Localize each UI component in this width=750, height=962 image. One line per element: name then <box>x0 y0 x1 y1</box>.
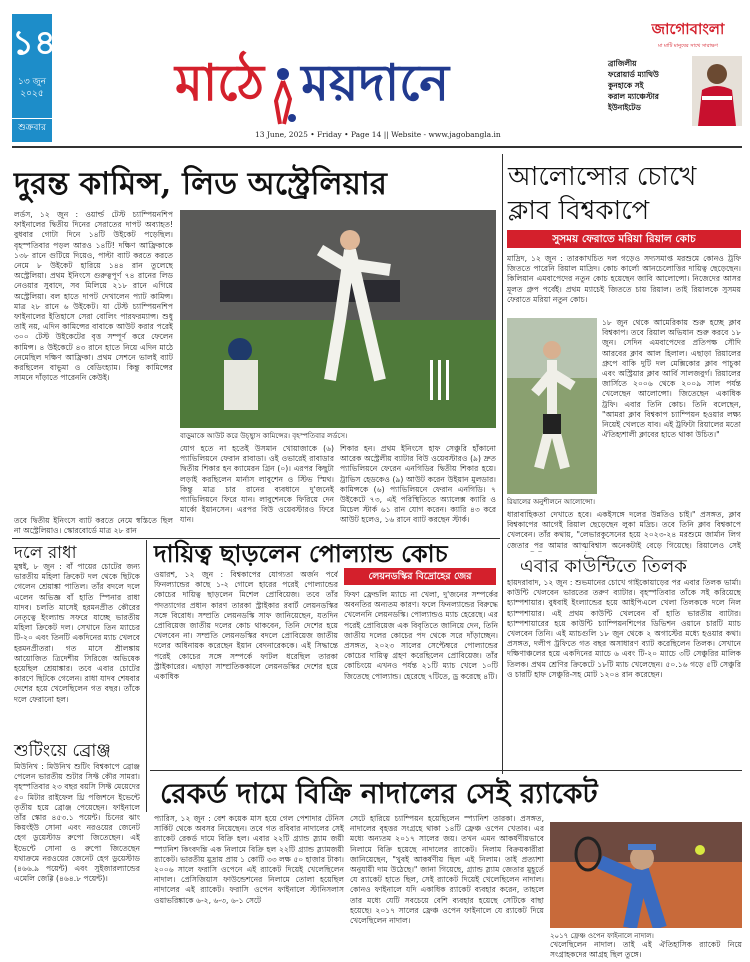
football-col-bottom: ধারাবাহিকতা দেখাতে হবে। একইসঙ্গে দলের উন্নতিও চাই।" প্রসঙ্গত, ক্লাব বিশ্বকাপের আগেই রিয়াল ছেড়েছেন লুকা মদ্রিচ। তবে তিনি ক্লাব বিশ্বকাপে খেলবেন। তাঁর কথায়, "লেভারকুসেনের হয়ে ২০২৩-২৪ মরশুমে জার্মান লিগ জেতার পর আমার আত্মবিশ্বাস অনেকটাই বেড়ে গিয়েছে। রিয়ালেও সেই <box>507 510 741 550</box>
promo-player-photo <box>692 56 742 126</box>
promo-line: ইউনাইটেড <box>608 103 641 112</box>
cricket-headline: দুরন্ত কামিন্স, লিড অস্ট্রেলিয়ার <box>14 166 387 202</box>
football-headline-line1: আলোন্সোর চোখে <box>508 162 697 192</box>
promo-line: ফরোয়ার্ড ম্যাথিউ <box>608 70 659 79</box>
poland-col1: ওয়ারশ, ১২ জুন : বিশ্বকাপের যোগ্যতা অর্জন পর্বে ফিনল্যান্ডের কাছে ১-২ গোলে হারের পরেই পোল্যান্ডের কোচের দায়িত্ব ছাড়লেন মিশেল প্রোবিয়েজ। তবে তাঁর পদত্যাগের প্রধান কারণ তারকা স্ট্রাইকার রবার্ট লেয়নডস্কির সঙ্গে বিরোধ। সম্প্রতি লেয়নডস্কি সাফ জানিয়েছেন, যতদিন প্রোবিয়েজ জাতীয় দলের কোচ থাকবেন, তিনি দেশের হয়ে খেলবেন না। সম্প্রতি লেয়নডস্কির বদলে প্রোবিয়েজ জাতীয় দলের অধিনায়ক করেছেন ইয়ান বেদনারেককে। এই সিদ্ধান্তে পরেই কোচের সঙ্গে সম্পর্কে ফাটল ধরেছিল তারকা স্ট্রাইকারের। এছাড়া সাম্প্রতিককালে লেয়নডস্কির দেশের হয়ে একাধিক <box>154 570 338 682</box>
cricket-photo <box>180 210 496 428</box>
nadal-col3-bottom: খেলেছিলেন নাদাল। তাই এই ঐতিহাসিক র‍্যাকেট নিয়ে সংগ্রাহকদের আগ্রহ ছিল তুঙ্গে। <box>550 940 742 960</box>
brand-name: জাগোবাংলা <box>651 20 725 38</box>
nadal-photo-caption: ২০১৭ ফ্রেঞ্চ ওপেন ফাইনালে নাদাল। <box>550 932 654 940</box>
brand-logo <box>636 18 740 51</box>
promo-box <box>608 56 744 140</box>
nadal-col2: সেটে হারিয়ে চ্যাম্পিয়ন হয়েছিলেন স্প্যানিশ তারকা। প্রসঙ্গত, নাদালের বৃহত্তর সংগ্রহে থাকা ১৪টি ফ্রেঞ্চ ওপেন খেতাব। এর মধ্যে অন্যতম ২০১৭ সালের জয়। তখন এমন আকর্ষণীয়ভাবে নিলামে বিক্রি হয়েছে নাদালের র‍্যাকেট। নিলাম বিক্রয়কারীরা জানিয়েছেন, "খুবই আকর্ষণীয় ছিল এই নিলাম। তাই প্রত্যাশা অনুযায়ী দাম উঠেছে।" জানা গিয়েছে, গ্র্যান্ড স্ল্যাম জেতার মুহূর্তে যে র‍্যাকেট হাতে ছিল, সেই র‍্যাকেট দিয়েই খেলেছিলেন নাদাল। কোনও ফাইনালে যদি একাধিক র‍্যাকেট ব্যবহার করেন, তাহলে তার মধ্যে যেটি সবচেয়ে বেশি ব্যবহার হয়েছে সেটিকে বাছা হয়েছে। ২০১৭ সালের ফ্রেঞ্চ ওপেন ফাইনালে যে র‍্যাকেট দিয়ে খেলেছিলেন নাদাল। <box>350 814 544 926</box>
masthead-divider <box>12 146 742 148</box>
date-day: ১৩ জুন <box>18 77 46 87</box>
football-photo <box>507 318 597 494</box>
date-year: ২০২৫ <box>20 89 44 99</box>
football-photo-caption: রিয়ালের অনুশীলনে আলোন্সো। <box>507 498 596 506</box>
masthead-title <box>175 38 535 128</box>
brand-tagline: মা মাটি মানুষের সাথে সারাক্ষণ <box>658 43 718 49</box>
promo-line: কুনহাকে সই <box>608 81 644 90</box>
dole-headline: দলে রাধা <box>14 543 77 563</box>
county-headline: এবার কাউন্টিতে তিলক <box>520 556 687 577</box>
column-divider <box>502 154 503 774</box>
promo-line: ব্রাজিলীয় <box>608 59 637 68</box>
poland-headline: দায়িত্ব ছাড়লেন পোল্যান্ড কোচ <box>154 539 448 568</box>
football-kicker: সুসময় ফেরাতে মরিয়া রিয়াল কোচ <box>507 230 741 248</box>
nadal-photo <box>550 822 742 928</box>
poland-col2: ফিফা ফ্রেন্ডলি ম্যাচে না খেলা, দু'জনের সম্পর্কের অবনতির অন্যতম কারণ। ফলে ফিনল্যান্ডের বিরুদ্ধে খেলেননি লেয়নডস্কি। পোল্যান্ডও ম্যাচ হেরেছে। এর পরেই প্রোবিয়েজ এক বিবৃতিতে জানিয়ে দেন, তিনি জাতীয় দলের কোচের পদ থেকে সরে দাঁড়াচ্ছেন। প্রসঙ্গত, ২০২৩ সালের সেপ্টেম্বরে পোল্যান্ডের কোচের দায়িত্ব গ্রহণ করেছিলেন প্রোবিয়েজ। তাঁর কোচিংয়ে এখনও পর্যন্ত ২১টি ম্যাচ খেলে ১০টি জিতেছে পোল্যান্ড। হেরেছে ৭টিতে, ড্র করেছে ৪টি। <box>344 590 498 681</box>
football-player-icon <box>270 66 296 126</box>
promo-text <box>608 58 678 113</box>
cricket-col2: যোগ হতে না হতেই উসমান খোয়াজাকে (৬) প্যাভিলিয়নে ফেরান রাবাডা। ওই ওভারেই রাবাডার দ্বিতীয় শিকার হন ক্যামেরন গ্রিন (০)। এরপর কিছুটা লড়াই করছিলেন মার্নাস লাবুশেন ও স্টিভ স্মিথ। কিন্তু মাত্র চার রানের ব্যবধানে দু'জনেই প্যাভিলিয়নে ফিরে যান। লাবুশেনকে ফিরিয়ে দেন মার্কো ইয়ানসেন। এরপর বিউ ওয়েবস্টারও ফিরে যান। <box>180 444 334 525</box>
masthead-subline: 13 June, 2025 • Friday • Page 14 || Website - www.jagobangla.in <box>255 130 501 139</box>
football-col-top: মাদ্রিদ, ১২ জুন : তারকাখচিত দল গড়েও সদ্যসমাপ্ত মরশুমে কোনও ট্রফি জিততে পারেনি রিয়াল মাদ্রিদ। কোচ কার্লো আনচেলোত্তির দায়িত্ব ছেড়েছেন। কিলিয়ান এমবাপেদের নতুন কোচ হয়েছেন জাবি আলোন্সো। নিজেদের আসর মূলত গ্রুপ পর্বেই। প্রথম ম্যাচেই জিততে চায় রিয়াল। তাই রিয়ালকে সুসময় ফেরাতে মরিয়া নতুন কোচ। <box>507 254 741 304</box>
nadal-headline: রেকর্ড দামে বিক্রি নাদালের সেই র‍্যাকেট <box>160 777 598 810</box>
dole-body: মুম্বই, ৮ জুন : বাঁ পায়ের চোটের জন্য ভারতীয় মহিলা ক্রিকেট দল থেকে ছিটকে গেলেন শ্রেয়াঙ্কা পাতিল। তাঁর বদলে দলে এলেন অভিজ্ঞ বাঁ হাতি স্পিনার রাধা যাদব। চলতি মাসেই হরমনপ্রীত কৌরের নেতৃত্বে ইংল্যান্ড সফরে যাচ্ছে ভারতীয় মহিলা ক্রিকেট দল। সেখানে তিন ম্যাচের টি-২০ এবং তিনটি একদিনের ম্যাচ খেলবে হরমনপ্রীতরা। গত মাসে শ্রীলঙ্কায় আয়োজিত ত্রিদেশীয় সিরিজে অভিষেক হয়েছিল শ্রেয়াঙ্কার। তবে এবার চোটের কারণে ছিটকে গেলেন। রাধা যাদব শেষবার দেশের হয়ে খেলেছিলেন গত বছর। তাঁকে দলে ফেরানো হল। <box>14 562 140 704</box>
cricket-col1-bottom: তবে দ্বিতীয় ইনিংসে ব্যাট করতে নেমে স্বস্তিতে ছিল না অস্ট্রেলিয়াও। স্কোরবোর্ডে মাত্র ২৮ রান <box>14 516 173 536</box>
shooting-body: মিউনিখ : মিউনিখ শুটিং বিশ্বকাপে ব্রোঞ্জ পেলেন ভারতীয় শুটার সিফ্ট কৌর সামরা। বৃহস্পতিবার ২৩ বছর বয়সি সিফ্ট মেয়েদের ৫০ মিটার রাইফেল থ্রি পজিশনে ইভেন্টে তৃতীয় হয়ে ব্রোঞ্জ পেয়েছেন। ফাইনালে তাঁর স্কোর ৪৫৩.১ পয়েন্ট। চিনের ঝাং কিয়ংইউ সোনা এবং নরওয়ের জেনেট হেগ ডুয়েস্টাড রুপো জিতেছেন। এই ইভেন্টে সোনা ও রুপো জিতেছেন যথাক্রমে নরওয়ের জেনেট হেগ ডুয়েস্টাড (৪৬৬.৯ পয়েন্ট) এবং সুইজারল্যান্ডের এমেলি জেগ্গি (৪৬৪.৮ পয়েন্ট)। <box>14 762 140 884</box>
county-body: হায়দরাবাদ, ১২ জুন : শুভমানের চোখে গাইকোয়াড়ের পর এবার তিলক ভার্মা। কাউন্টি খেলবেন ভারতের তরুণ ব্যাটার। বৃহস্পতিবার তাঁকে সই করিয়েছে হ্যাম্পশায়ার। বুধবাই ইংল্যান্ডের হয়ে আইপিএলে খেলা তিলককে দলে নিল হ্যাম্পশায়ার। এই প্রথম কাউন্টি খেলবেন বাঁ হাতি ভারতীয় ব্যাটার। হ্যাম্পশায়ারের হয়ে কাউন্টি চ্যাম্পিয়নশিপের ডিভিশন ওয়ানে চারটি ম্যাচ খেলবেন তিনি। এই ম্যাচগুলি ১৮ জুন থেকে ২ অগাস্টের মধ্যে হওয়ার কথা। প্রসঙ্গত, দলীপ ট্রফিতে গত বছর অসাধারণ ব্যাট করেছিলেন তিলক। সেখানে দক্ষিণাঞ্চলের হয়ে একদিনের ম্যাচে ৬ এবং টি-২০ ম্যাচে ৩টি সেঞ্চুরির মালিক তিলক। প্রথম শ্রেণির ক্রিকেটে ১৮টি ম্যাচ খেলেছেন। ৫০.১৬ গড়ে ৫টি সেঞ্চুরি ও চারটি হাফ সেঞ্চুরি-সহ মোট ১২০৪ রান করেছেন। <box>507 578 741 679</box>
page-number: ১৪ <box>12 23 57 63</box>
poland-kicker: লেয়নডস্কির বিদ্রোহের জের <box>344 568 496 585</box>
football-headline-line2: ক্লাব বিশ্বকাপে <box>508 196 650 226</box>
cricket-col1: লর্ডস, ১২ জুন : ওয়ার্ল্ড টেস্ট চ্যাম্পিয়নশিপ ফাইনালের দ্বিতীয় দিনের সেরাতের দাপট অব্যাহত! বুধবার গোটা দিনে ১৪টি উইকেট পড়েছিল। বৃহস্পতিবার পড়ল আরও ১৪টি! দক্ষিণ আফ্রিকাকে ১৩৮ রানে গুটিয়ে দিয়েও, পাল্টা ব্যাট করতে করতে নেমে ৮ উইকেট হারিয়ে ১৪৪ রান তুলেছে অস্ট্রেলিয়া। প্রথম ইনিংসে গুরুত্বপূর্ণ ৭৪ রানের লিড নেওয়ার সুবাদে, সব মিলিয়ে ২১৮ রানে এগিয়ে অস্ট্রেলিয়া। বল হাতে দাপট দেখালেন প্যাট কামিন্স। মাত্র ২৮ রানে ৬ উইকেট। যা টেস্ট চ্যাম্পিয়নশিপ ফাইনালের ইতিহাসে সেরা বোলিং পারফরম্যান্স। শুধু তাই নয়, এদিন কামিন্সের বাবাকে আউট করার পরেই ৩০০ টেস্ট উইকেটের বৃত্ত সম্পূর্ণ করে ফেলেন কামিন্স। ৪ উইকেটে ৪৩ রানে হাতে নিয়ে এদিন মাঠে নেমেছিল দক্ষিণ আফ্রিকা। প্রথম সেশনে ভালই ব্যাট করছিলেন বাভুমা ও বেডিংহ্যাম। কিন্তু কামিন্সের সামনে দাঁড়াতে পারেননি কেউই। <box>14 210 173 383</box>
shooting-headline: শুটিংয়ে ব্রোঞ্জ <box>14 741 111 761</box>
cricket-photo-caption: বাড়ুমাকে আউট করে উচ্ছ্বাস কামিন্সের। বৃহস্পতিবার লর্ডসে। <box>180 432 348 440</box>
weekday: শুক্রবার <box>12 118 52 135</box>
page-number-box <box>12 14 57 142</box>
masthead-title-part1: মাঠে <box>175 53 265 112</box>
nadal-col1: প্যারিস, ১২ জুন : বেশ কয়েক মাস হয়ে গেল পেশাদার টেনিস সার্কিট থেকে অবসর নিয়েছেন। তবে গত রবিবার নাদালের সেই র‍্যাকেট রেকর্ড দামে বিক্রি হল। এবার ২২টি গ্র্যান্ড স্ল্যাম জয়ী স্প্যানিশ কিংবদন্তি এক নিলামে বিক্রি হল ২২টি গ্র্যান্ড স্ল্যামজয়ী র‍্যাকেট। ভারতীয় মুদ্রায় প্রায় ১ কোটি ৩৩ লক্ষ ৫০ হাজার টাকা। ২০০৬ সালে ফরাসি ওপেনে এই র‍্যাকেট দিয়েই খেলেছিলেন নাদাল। প্রেসিজিয়াস ফাউন্ডেশনের নিলামে তোলা হয়েছিল নাদালের এই র‍্যাকেট। ফরাসি ওপেন ফাইনালে স্টানিসলাস ওয়াভরিঙ্কাকে ৬-২, ৬-৩, ৬-১ সেটে <box>154 814 344 905</box>
football-col-right: ১৮ জুন থেকে আমেরিকায় শুরু হচ্ছে ক্লাব বিশ্বকাপ। তবে রিয়াল অভিযান শুরু করবে ১৮ জুন। সেদিন এমবাপেদের প্রতিপক্ষ সৌদি আরবের ক্লাব আল হিলাল। এছাড়া রিয়ালের গ্রুপে বাকি দুটি দল মেক্সিকোর ক্লাব পাচুকা এবং অস্ট্রিয়ার ক্লাব আর্বি সালজবুর্গ। রিয়ালের জার্সিতে ২০০৬ থেকে ২০০৯ সাল পর্যন্ত খেলেছেন আলোন্সো। জিতেছেন একাধিক ট্রফি। এবার তিনি কোচ। তিনি বলেছেন, "আমরা ক্লাব বিশ্বকাপ চ্যাম্পিয়ন হওয়ার লক্ষ্য নিয়েই খেলতে যাব। এই ট্রফিটা রিয়ালের মতো ঐতিহ্যশালী ক্লাবের হাতে থাকা উচিত।" <box>602 318 741 440</box>
cricket-col3: শিকার হন। প্রথম ইনিংসে হাফ সেঞ্চুরি হাঁকানো আরেক অস্ট্রেলীয় ব্যাটার বিউ ওয়েবস্টারও (৯) দ্রুত প্যাভিলিয়নে ফেরেন এনগিডির দ্বিতীয় শিকার হয়ে। ট্রাভিস হেডকেও (৯) আউট করেন উইয়ান মুলডার। কামিন্সকে (৬) প্যাভিলিয়নে ফেরান এনগিডি। ৭ উইকেটে ৭৩, এই পরিস্থিতিতে অ্যালেক্স ক্যারি ও মিচেল স্টার্ক ৬১ রান যোগ করেন। ক্যারি ৪৩ করে আউট হলেও, ১৬ রানে ব্যাট করছেন স্টার্ক। <box>340 444 496 525</box>
nadal-divider <box>150 770 742 771</box>
promo-line: করাল ম্যাঞ্চেস্টার <box>608 92 659 101</box>
column-divider-left <box>146 540 147 812</box>
masthead-title-part2: ময়দানে <box>301 53 450 112</box>
